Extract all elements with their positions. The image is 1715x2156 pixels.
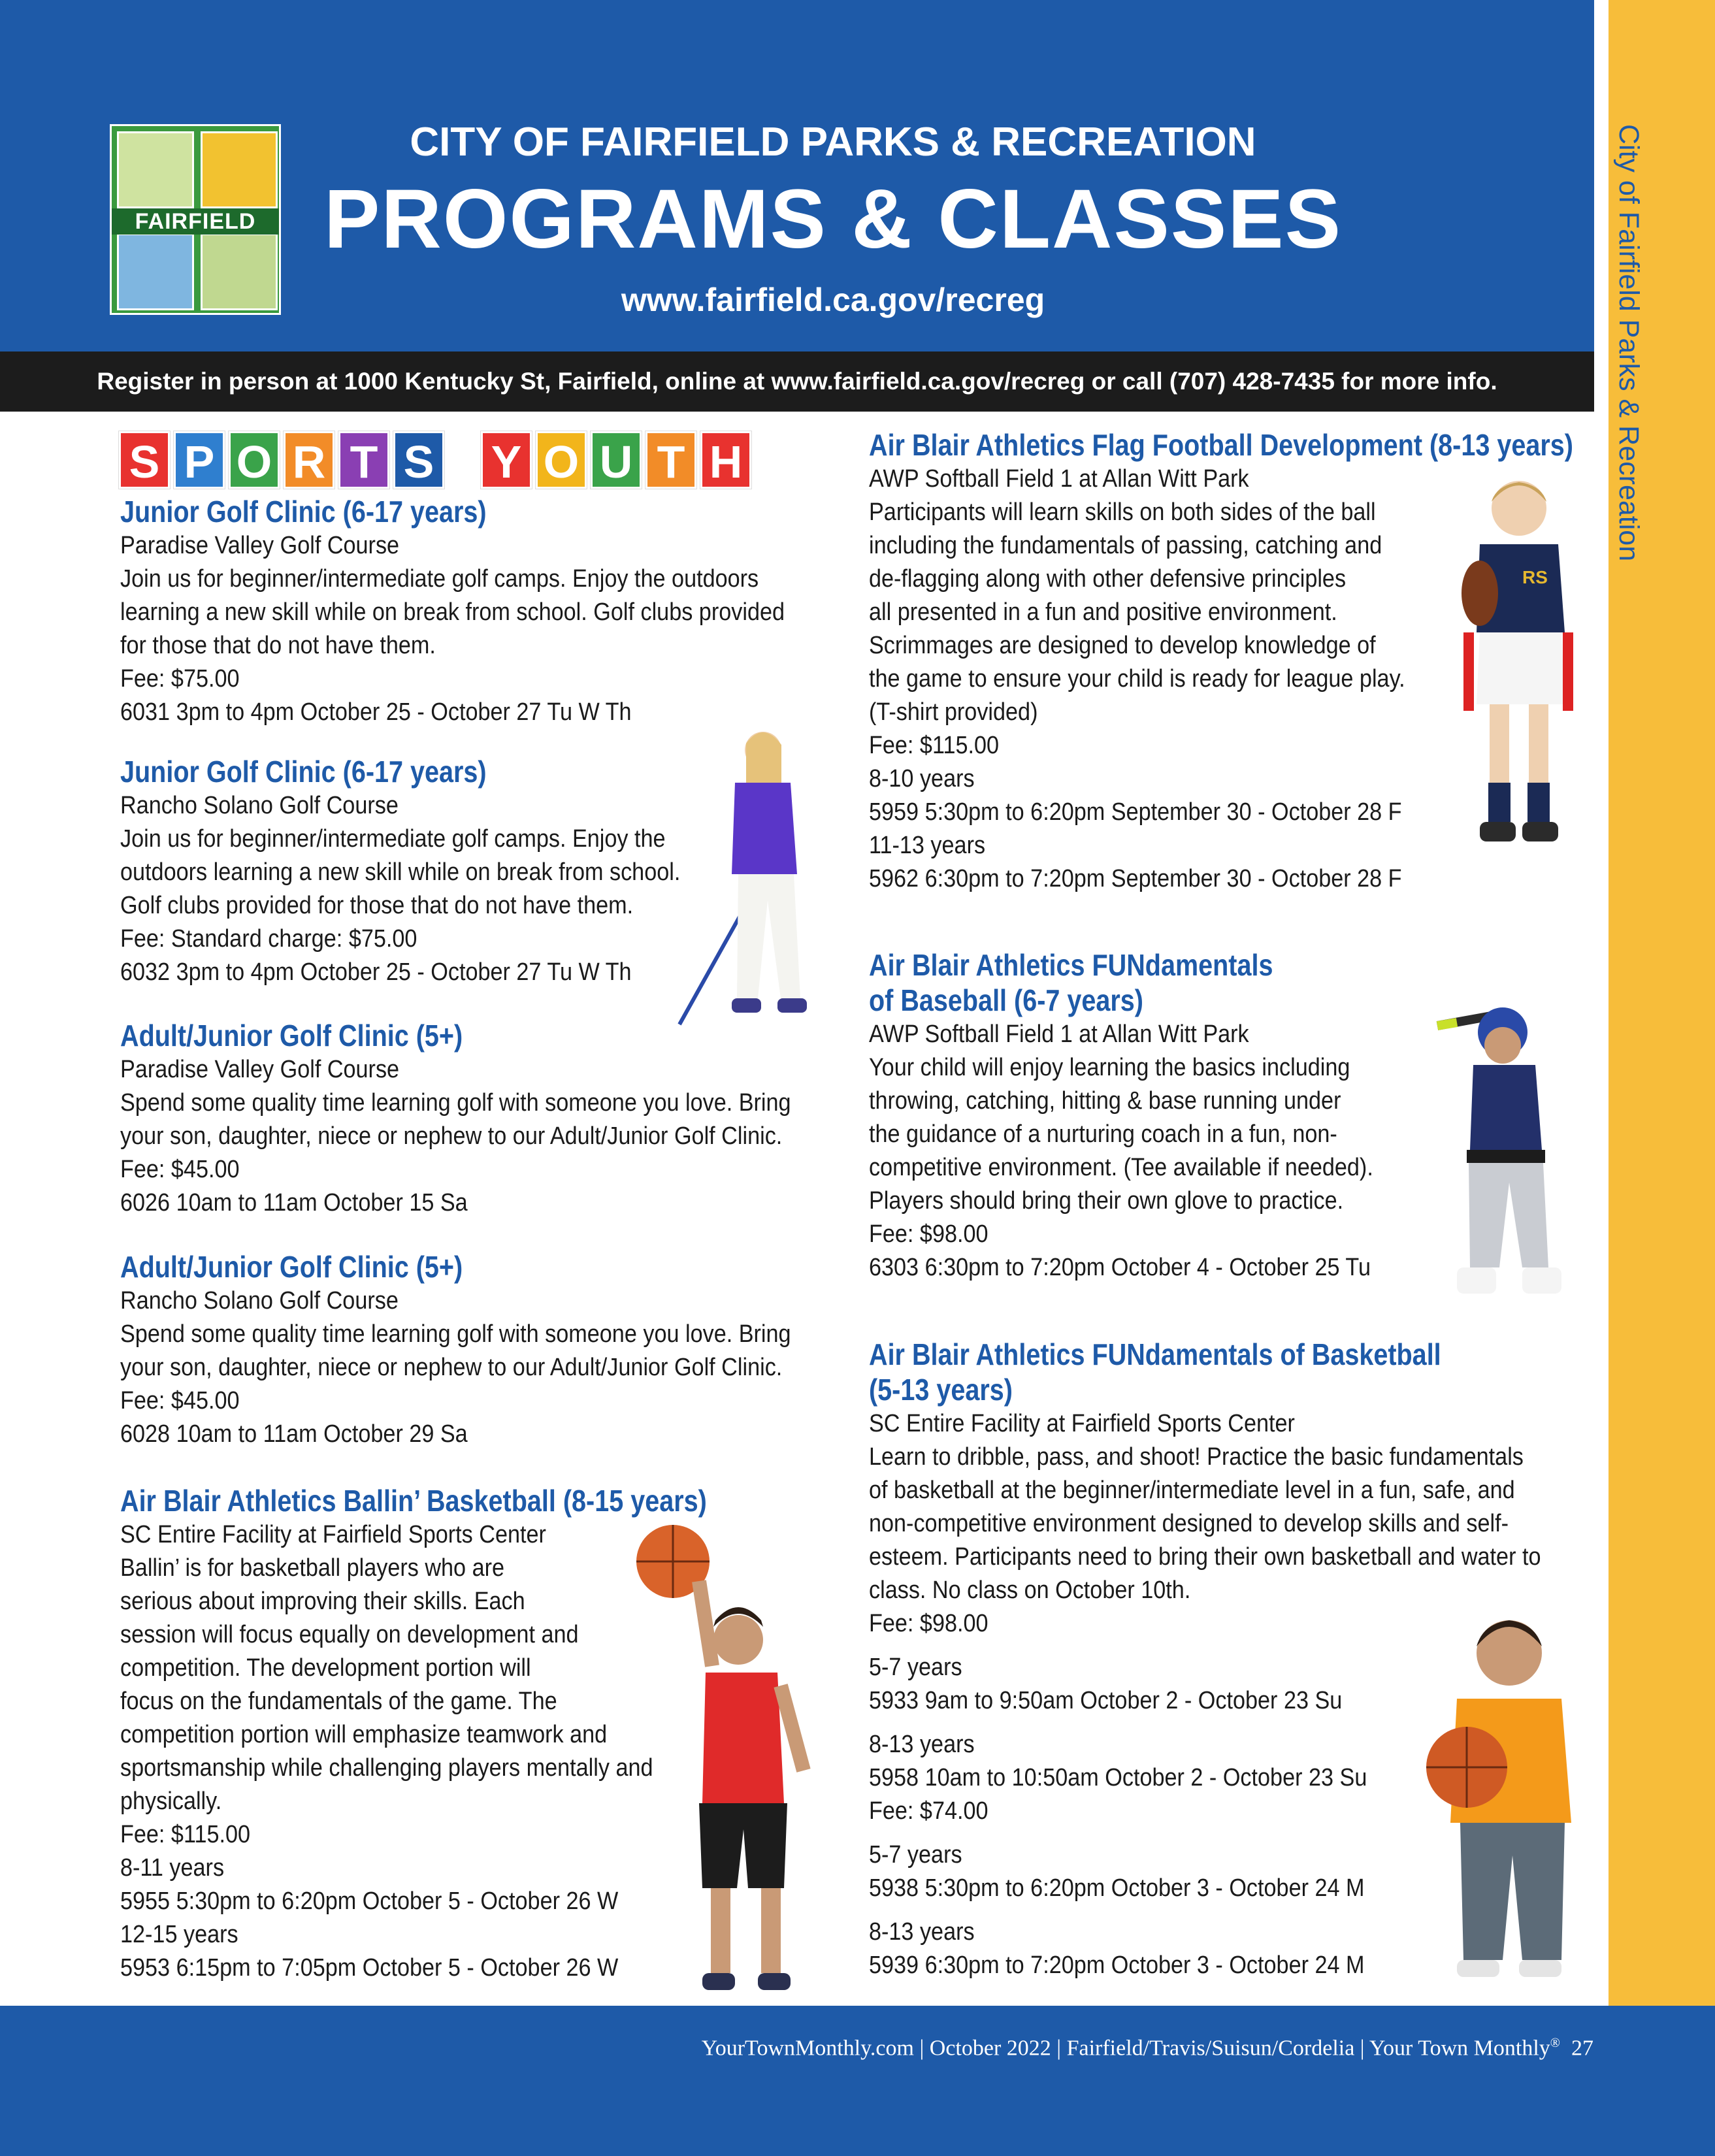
program-detail-line: Join us for beginner/intermediate golf camps. Enjoy the outdoors bbox=[120, 565, 759, 593]
program-detail-line: de-flagging along with other defensive principles bbox=[869, 565, 1347, 593]
program-title: Air Blair Athletics Flag Football Development (8-13 years) bbox=[869, 428, 1573, 462]
program-detail-line: 8-10 years bbox=[869, 765, 975, 792]
section-title-letter: Y bbox=[481, 431, 532, 489]
program-detail-line: your son, daughter, niece or nephew to our Adult/Junior Golf Clinic. bbox=[120, 1354, 783, 1381]
program-detail-line: Fee: $115.00 bbox=[869, 732, 1000, 759]
section-title-letter: P bbox=[174, 431, 225, 489]
program-detail-line: 6032 3pm to 4pm October 25 - October 27 Tu W Th bbox=[120, 958, 632, 986]
program-detail-line: SC Entire Facility at Fairfield Sports Center bbox=[869, 1410, 1295, 1437]
program-detail-line: the game to ensure your child is ready for league play. bbox=[869, 665, 1405, 693]
section-title-letter: T bbox=[338, 431, 389, 489]
page-number: 27 bbox=[1571, 2036, 1593, 2061]
program-detail-line: of basketball at the beginner/intermediate level in a fun, safe, and bbox=[869, 1477, 1515, 1504]
program-title: Adult/Junior Golf Clinic (5+) bbox=[120, 1250, 463, 1284]
football-boy-photo bbox=[1450, 469, 1581, 855]
session-age: 8-13 years bbox=[869, 1918, 975, 1946]
sidebar-text: City of Fairfield Parks & Recreation bbox=[1613, 124, 1644, 562]
program-detail-line: 11-13 years bbox=[869, 832, 986, 859]
session-time: 5938 5:30pm to 6:20pm October 3 - October 24 M bbox=[869, 1874, 1365, 1902]
program-title: Adult/Junior Golf Clinic (5+) bbox=[120, 1019, 463, 1053]
program-detail-line: AWP Softball Field 1 at Allan Witt Park bbox=[869, 465, 1249, 493]
program-junior-golf-paradise bbox=[120, 494, 858, 729]
basketball-boy-photo bbox=[627, 1522, 843, 1999]
program-detail-line: for those that do not have them. bbox=[120, 632, 436, 659]
program-detail-line: class. No class on October 10th. bbox=[869, 1576, 1191, 1604]
program-detail-line: Fee: Standard charge: $75.00 bbox=[120, 925, 417, 953]
section-title-letter: S bbox=[119, 431, 170, 489]
program-detail-line: throwing, catching, hitting & base running under bbox=[869, 1087, 1341, 1115]
program-adult-junior-golf-paradise bbox=[120, 1018, 866, 1220]
section-title-letter: S bbox=[393, 431, 444, 489]
organization-name: CITY OF FAIRFIELD PARKS & RECREATION bbox=[410, 120, 1256, 165]
program-detail-line: AWP Softball Field 1 at Allan Witt Park bbox=[869, 1021, 1249, 1048]
program-detail-line: Golf clubs provided for those that do not have them. bbox=[120, 892, 634, 919]
logo-text: FAIRFIELD bbox=[112, 208, 279, 235]
program-detail-line: Fee: $45.00 bbox=[120, 1387, 240, 1414]
program-detail-line: 5959 5:30pm to 6:20pm September 30 - October 28 F bbox=[869, 798, 1402, 826]
program-title: Junior Golf Clinic (6-17 years) bbox=[120, 495, 487, 529]
program-detail-line: 12-15 years bbox=[120, 1921, 238, 1948]
program-detail-line: the guidance of a nurturing coach in a fun, non- bbox=[869, 1120, 1337, 1148]
program-detail-line: Spend some quality time learning golf with someone you love. Bring bbox=[120, 1089, 791, 1117]
program-detail-line: non-competitive environment designed to develop skills and self- bbox=[869, 1510, 1509, 1537]
program-detail-line: Fee: $98.00 bbox=[869, 1610, 988, 1637]
program-detail-line: sportsmanship while challenging players mentally and bbox=[120, 1754, 653, 1782]
section-title-letter bbox=[448, 431, 477, 489]
program-adult-junior-golf-rancho bbox=[120, 1249, 866, 1451]
program-detail-line: (T-shirt provided) bbox=[869, 698, 1038, 726]
section-title-sports-youth bbox=[119, 431, 755, 491]
footer-bar bbox=[0, 2006, 1715, 2156]
program-detail-line: Your child will enjoy learning the basics including bbox=[869, 1054, 1350, 1081]
program-detail-line: competition portion will emphasize teamwork and bbox=[120, 1721, 608, 1748]
program-title: of Baseball (6-7 years) bbox=[869, 983, 1143, 1017]
program-detail-line: 8-11 years bbox=[120, 1854, 225, 1882]
program-detail-line: 6031 3pm to 4pm October 25 - October 27 Tu W Th bbox=[120, 698, 632, 726]
program-detail-line: Fee: $115.00 bbox=[120, 1821, 251, 1848]
program-detail-line: Rancho Solano Golf Course bbox=[120, 792, 399, 819]
baseball-boy-photo bbox=[1411, 987, 1588, 1313]
program-detail-line: 5953 6:15pm to 7:05pm October 5 - October 26 W bbox=[120, 1954, 619, 1982]
program-detail-line: Fee: $75.00 bbox=[120, 665, 240, 693]
program-detail-line: including the fundamentals of passing, catching and bbox=[869, 532, 1382, 559]
program-detail-line: Rancho Solano Golf Course bbox=[120, 1287, 399, 1315]
section-title-letter: U bbox=[591, 431, 642, 489]
page-title: PROGRAMS & CLASSES bbox=[324, 172, 1342, 266]
footer-publication: YourTownMonthly.com | October 2022 | Fairfield/Travis/Suisun/Cordelia | Your Town Monthly bbox=[701, 2036, 1550, 2061]
section-title-letter: O bbox=[229, 431, 280, 489]
program-title: (5-13 years) bbox=[869, 1373, 1013, 1407]
svg-text:RS: RS bbox=[1522, 567, 1548, 587]
program-detail-line: all presented in a fun and positive environment. bbox=[869, 598, 1337, 626]
program-detail-line: outdoors learning a new skill while on break from school. bbox=[120, 858, 681, 886]
golfer-girl-photo bbox=[660, 724, 849, 1031]
program-detail-line: competition. The development portion will bbox=[120, 1654, 531, 1682]
program-detail-line: Paradise Valley Golf Course bbox=[120, 1056, 400, 1083]
footer-text bbox=[702, 2036, 1593, 2061]
session-time: 5933 9am to 9:50am October 2 - October 23 Su bbox=[869, 1687, 1343, 1714]
program-detail-line: Fee: $98.00 bbox=[869, 1220, 988, 1248]
register-info-bar: Register in person at 1000 Kentucky St, Fairfield, online at www.fairfield.ca.gov/recreg or call (707) 428-7435 for more info. bbox=[0, 351, 1594, 412]
program-detail-line: your son, daughter, niece or nephew to our Adult/Junior Golf Clinic. bbox=[120, 1122, 783, 1150]
program-title: Junior Golf Clinic (6-17 years) bbox=[120, 755, 487, 789]
program-detail-line: physically. bbox=[120, 1788, 222, 1815]
section-title-letter: H bbox=[700, 431, 751, 489]
header-url[interactable]: www.fairfield.ca.gov/recreg bbox=[621, 282, 1045, 318]
program-detail-line: 6028 10am to 11am October 29 Sa bbox=[120, 1420, 468, 1448]
program-detail-line: Paradise Valley Golf Course bbox=[120, 532, 400, 559]
session-time: 5958 10am to 10:50am October 2 - October 23 Su bbox=[869, 1764, 1367, 1791]
session-age: 8-13 years bbox=[869, 1731, 975, 1758]
section-title-letter: T bbox=[645, 431, 696, 489]
program-title: Air Blair Athletics Ballin’ Basketball (8-15 years) bbox=[120, 1484, 707, 1518]
program-detail-line: focus on the fundamentals of the game. The bbox=[120, 1688, 557, 1715]
session-age: 5-7 years bbox=[869, 1654, 962, 1681]
section-title-letter: R bbox=[284, 431, 335, 489]
program-detail-line: learning a new skill while on break from school. Golf clubs provided bbox=[120, 598, 785, 626]
program-detail-line: Fee: $45.00 bbox=[120, 1156, 240, 1183]
program-detail-line: serious about improving their skills. Each bbox=[120, 1588, 525, 1615]
program-detail-line: competitive environment. (Tee available if needed). bbox=[869, 1154, 1373, 1181]
program-detail-line: 5955 5:30pm to 6:20pm October 5 - October 26 W bbox=[120, 1887, 619, 1915]
program-junior-golf-rancho bbox=[120, 754, 743, 989]
program-detail-line: Participants will learn skills on both sides of the ball bbox=[869, 498, 1376, 526]
program-fundamentals-baseball bbox=[869, 947, 1429, 1284]
program-detail-line: 6303 6:30pm to 7:20pm October 4 - October 25 Tu bbox=[869, 1254, 1371, 1281]
section-title-letter: O bbox=[536, 431, 587, 489]
session-time: 5939 6:30pm to 7:20pm October 3 - October 24 M bbox=[869, 1952, 1365, 1979]
program-detail-line: Spend some quality time learning golf with someone you love. Bring bbox=[120, 1320, 791, 1348]
program-detail-line: Scrimmages are designed to develop knowledge of bbox=[869, 632, 1376, 659]
program-detail-line: Players should bring their own glove to practice. bbox=[869, 1187, 1344, 1215]
program-title: Air Blair Athletics FUNdamentals of Basketball bbox=[869, 1337, 1441, 1371]
program-detail-line: session will focus equally on development and bbox=[120, 1621, 579, 1648]
program-detail-line: SC Entire Facility at Fairfield Sports Center bbox=[120, 1521, 546, 1548]
session-fee: Fee: $74.00 bbox=[869, 1797, 988, 1825]
program-detail-line: 6026 10am to 11am October 15 Sa bbox=[120, 1189, 468, 1217]
program-detail-line: esteem. Participants need to bring their own basketball and water to bbox=[869, 1543, 1541, 1571]
program-title: Air Blair Athletics FUNdamentals bbox=[869, 948, 1273, 982]
program-detail-line: 5962 6:30pm to 7:20pm September 30 - October 28 F bbox=[869, 865, 1402, 892]
basketball-kid-photo bbox=[1418, 1607, 1588, 1993]
program-detail-line: Join us for beginner/intermediate golf camps. Enjoy the bbox=[120, 825, 666, 853]
program-detail-line: Ballin’ is for basketball players who are bbox=[120, 1554, 505, 1582]
footer-reg-mark: ® bbox=[1550, 2036, 1560, 2050]
program-detail-line: Learn to dribble, pass, and shoot! Practice the basic fundamentals bbox=[869, 1443, 1524, 1471]
session-age: 5-7 years bbox=[869, 1841, 962, 1869]
